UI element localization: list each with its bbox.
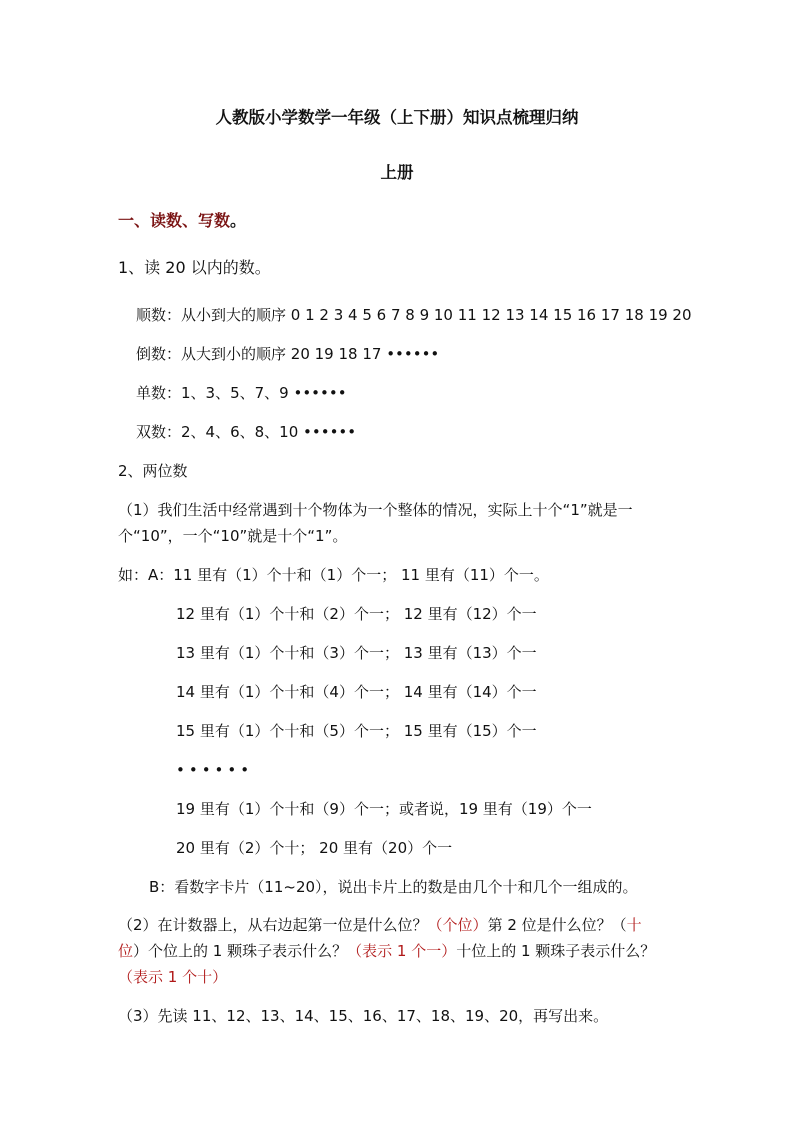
example-15: 15 里有（1）个十和（5）个一； 15 里有（15）个一 xyxy=(176,722,537,740)
section-heading xyxy=(118,211,246,231)
example-19: 19 里有（1）个十和（9）个一；或者说，19 里有（19）个一 xyxy=(176,800,592,818)
section-heading-label: 一、读数、写数 xyxy=(118,211,231,230)
p2-question-4: 十位上的 1 颗珠子表示什么？ xyxy=(456,942,656,960)
p2-answer-ones: （个位） xyxy=(427,916,488,934)
example-12: 12 里有（1）个十和（2）个一； 12 里有（12）个一 xyxy=(176,605,537,623)
paragraph-1-line-1: （1）我们生活中经常遇到十个物体为一个整体的情况，实际上十个“1”就是一 xyxy=(118,501,633,519)
document-title: 人教版小学数学一年级（上下册）知识点梳理归纳 xyxy=(215,108,579,127)
paragraph-3: （3）先读 11、12、13、14、15、16、17、18、19、20，再写出来。 xyxy=(118,1007,609,1025)
example-ellipsis: •••••• xyxy=(176,761,254,779)
example-20: 20 里有（2）个十； 20 里有（20）个一 xyxy=(176,839,453,857)
p2-answer-one-one: （表示 1 个一） xyxy=(347,942,457,960)
p2-question-2: 第 2 位是什么位？（ xyxy=(487,916,627,934)
section-heading-mark: 。 xyxy=(230,211,247,230)
item-read-numbers: 1、读 20 以内的数。 xyxy=(118,258,271,277)
p2-answer-one-ten: （表示 1 个十） xyxy=(118,968,228,986)
counting-forward: 顺数：从小到大的顺序 0 1 2 3 4 5 6 7 8 9 10 11 12 13 14 15 16 17 18 19 20 xyxy=(136,306,692,324)
p2-answer-tens-part: 十 xyxy=(626,916,642,934)
counting-backward: 倒数：从大到小的顺序 20 19 18 17 •••••• xyxy=(136,345,440,363)
item-two-digit: 2、两位数 xyxy=(118,462,188,480)
volume-heading: 上册 xyxy=(380,163,414,182)
even-numbers: 双数：2、4、6、8、10 •••••• xyxy=(136,423,357,441)
p2-answer-tens-suffix: 位 xyxy=(118,942,134,960)
example-a: 如：A：11 里有（1）个十和（1）个一； 11 里有（11）个一。 xyxy=(118,566,549,584)
p2-question-1: （2）在计数器上，从右边起第一位是什么位？ xyxy=(118,916,428,934)
example-13: 13 里有（1）个十和（3）个一； 13 里有（13）个一 xyxy=(176,644,537,662)
example-14: 14 里有（1）个十和（4）个一； 14 里有（14）个一 xyxy=(176,683,537,701)
paragraph-2-line-1 xyxy=(118,915,642,935)
p2-question-3: ）个位上的 1 颗珠子表示什么？ xyxy=(133,942,348,960)
paragraph-2-line-2 xyxy=(118,941,655,961)
paragraph-1-line-2: 个“10”，一个“10”就是十个“1”。 xyxy=(118,527,348,545)
odd-numbers: 单数：1、3、5、7、9 •••••• xyxy=(136,384,347,402)
example-b: B：看数字卡片（11~20），说出卡片上的数是由几个十和几个一组成的。 xyxy=(149,878,638,896)
